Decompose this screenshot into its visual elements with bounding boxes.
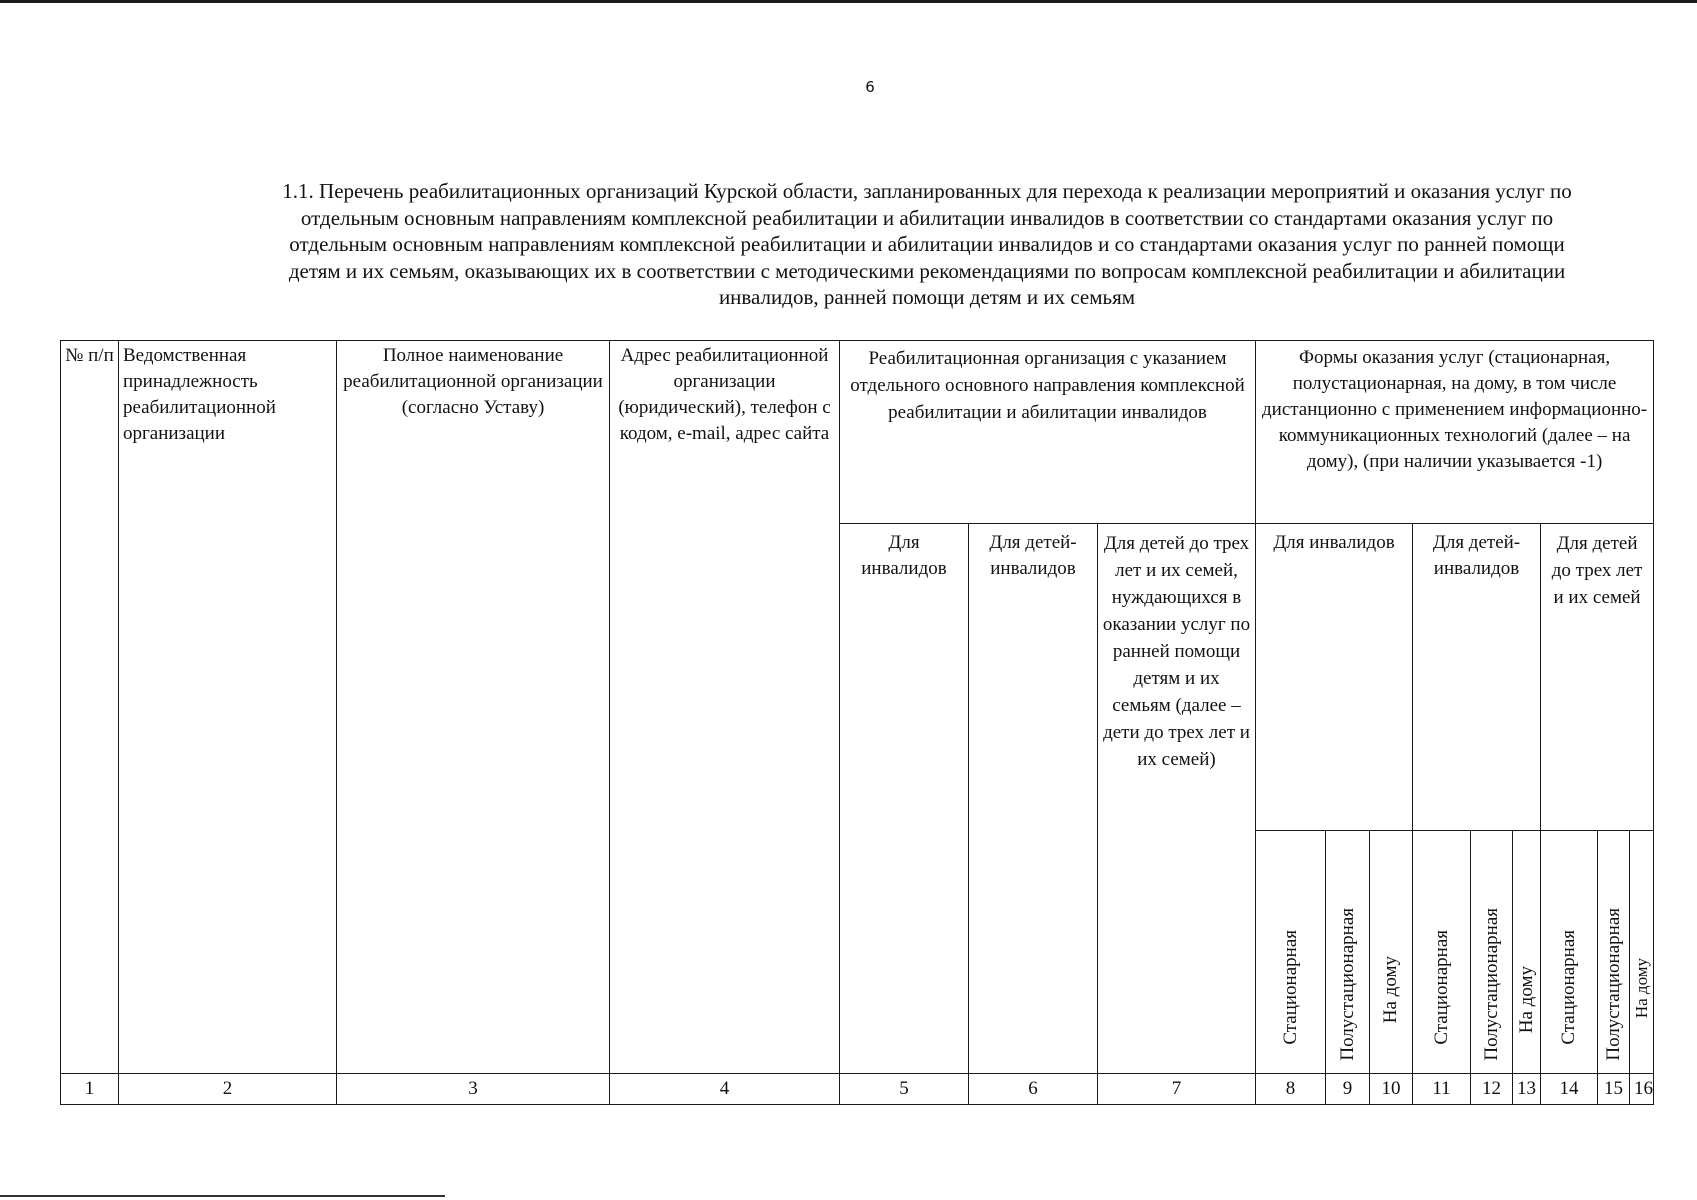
form-home-under3 [1630,831,1654,1074]
scan-top-edge [0,0,1697,3]
table-header-row [61,341,1654,524]
header-num: № п/п [61,341,119,1074]
form-semi-label: Полустационарная [1602,908,1624,1061]
form-stationary-label: Стационарная [1558,930,1580,1045]
column-number: 8 [1256,1074,1326,1105]
form-semi-under3 [1598,831,1630,1074]
scan-bottom-line [0,1195,445,1197]
organizations-table-wrapper [60,340,1654,1105]
subheader-forms-disabled: Для инвалидов [1256,524,1413,831]
subheader-rehab-under3: Для детей до трех лет и их семей, нуждающихся в оказании услуг по ранней помощи детям и их семьям (далее – дети до трех лет и их семей) [1098,524,1256,1074]
form-home-label: На дому [1380,955,1402,1023]
form-stationary-label: Стационарная [1279,930,1301,1045]
column-number: 11 [1413,1074,1471,1105]
column-number: 14 [1541,1074,1598,1105]
column-number-row [61,1074,1654,1105]
column-number: 12 [1471,1074,1513,1105]
column-number: 5 [840,1074,969,1105]
form-home-disabled [1370,831,1413,1074]
header-forms: Формы оказания услуг (стационарная, полустационарная, на дому, в том числе дистанционно с применением информационно-коммуникационных технологий (далее – на дому), (при наличии указывается -1) [1256,341,1654,524]
column-number: 4 [610,1074,840,1105]
form-semi-label: Полустационарная [1336,908,1358,1061]
organizations-table [60,340,1654,1105]
column-number: 13 [1513,1074,1541,1105]
form-home-label: На дому [1515,965,1537,1033]
page-number: 6 [865,78,875,96]
form-semi-disabled [1326,831,1370,1074]
subheader-forms-under3: Для детей до трех лет и их семей [1541,524,1654,831]
form-home-label: На дому [1631,957,1651,1018]
form-stationary-under3 [1541,831,1598,1074]
form-stationary-label: Стационарная [1430,930,1452,1045]
form-stationary-children [1413,831,1471,1074]
column-number: 3 [337,1074,610,1105]
column-number: 9 [1326,1074,1370,1105]
subheader-forms-children: Для детей-инвалидов [1413,524,1541,831]
subheader-rehab-disabled: Для инвалидов [840,524,969,1074]
subheader-rehab-children: Для детей-инвалидов [969,524,1098,1074]
header-dept: Ведомственная принадлежность реабилитационной организации [119,341,337,1074]
form-home-children [1513,831,1541,1074]
form-semi-children [1471,831,1513,1074]
document-title: 1.1. Перечень реабилитационных организаций Курской области, запланированных для перехода к реализации мероприятий и оказания услуг по отдельным основным направлениям комплексной реабилитации и абилитации инвалидов в соответствии со стандартами оказания услуг по отдельным основным направлениям комплексной реабилитации и абилитации инвалидов и со стандартами оказания услуг по ранней помощи детям и их семьям, оказывающих их в соответствии с методическими рекомендациями по вопросам комплексной реабилитации и абилитации инвалидов, ранней помощи детям и их семьям [282,179,1572,309]
header-address: Адрес реабилитационной организации (юридический), телефон с кодом, e-mail, адрес сайта [610,341,840,1074]
form-semi-label: Полустационарная [1480,908,1502,1061]
header-rehab-org: Реабилитационная организация с указанием отдельного основного направления комплексной реабилитации и абилитации инвалидов [840,341,1256,524]
header-fullname: Полное наименование реабилитационной организации (согласно Уставу) [337,341,610,1074]
column-number: 7 [1098,1074,1256,1105]
column-number: 16 [1630,1074,1654,1105]
column-number: 1 [61,1074,119,1105]
form-stationary-disabled [1256,831,1326,1074]
column-number: 2 [119,1074,337,1105]
column-number: 10 [1370,1074,1413,1105]
column-number: 6 [969,1074,1098,1105]
column-number: 15 [1598,1074,1630,1105]
